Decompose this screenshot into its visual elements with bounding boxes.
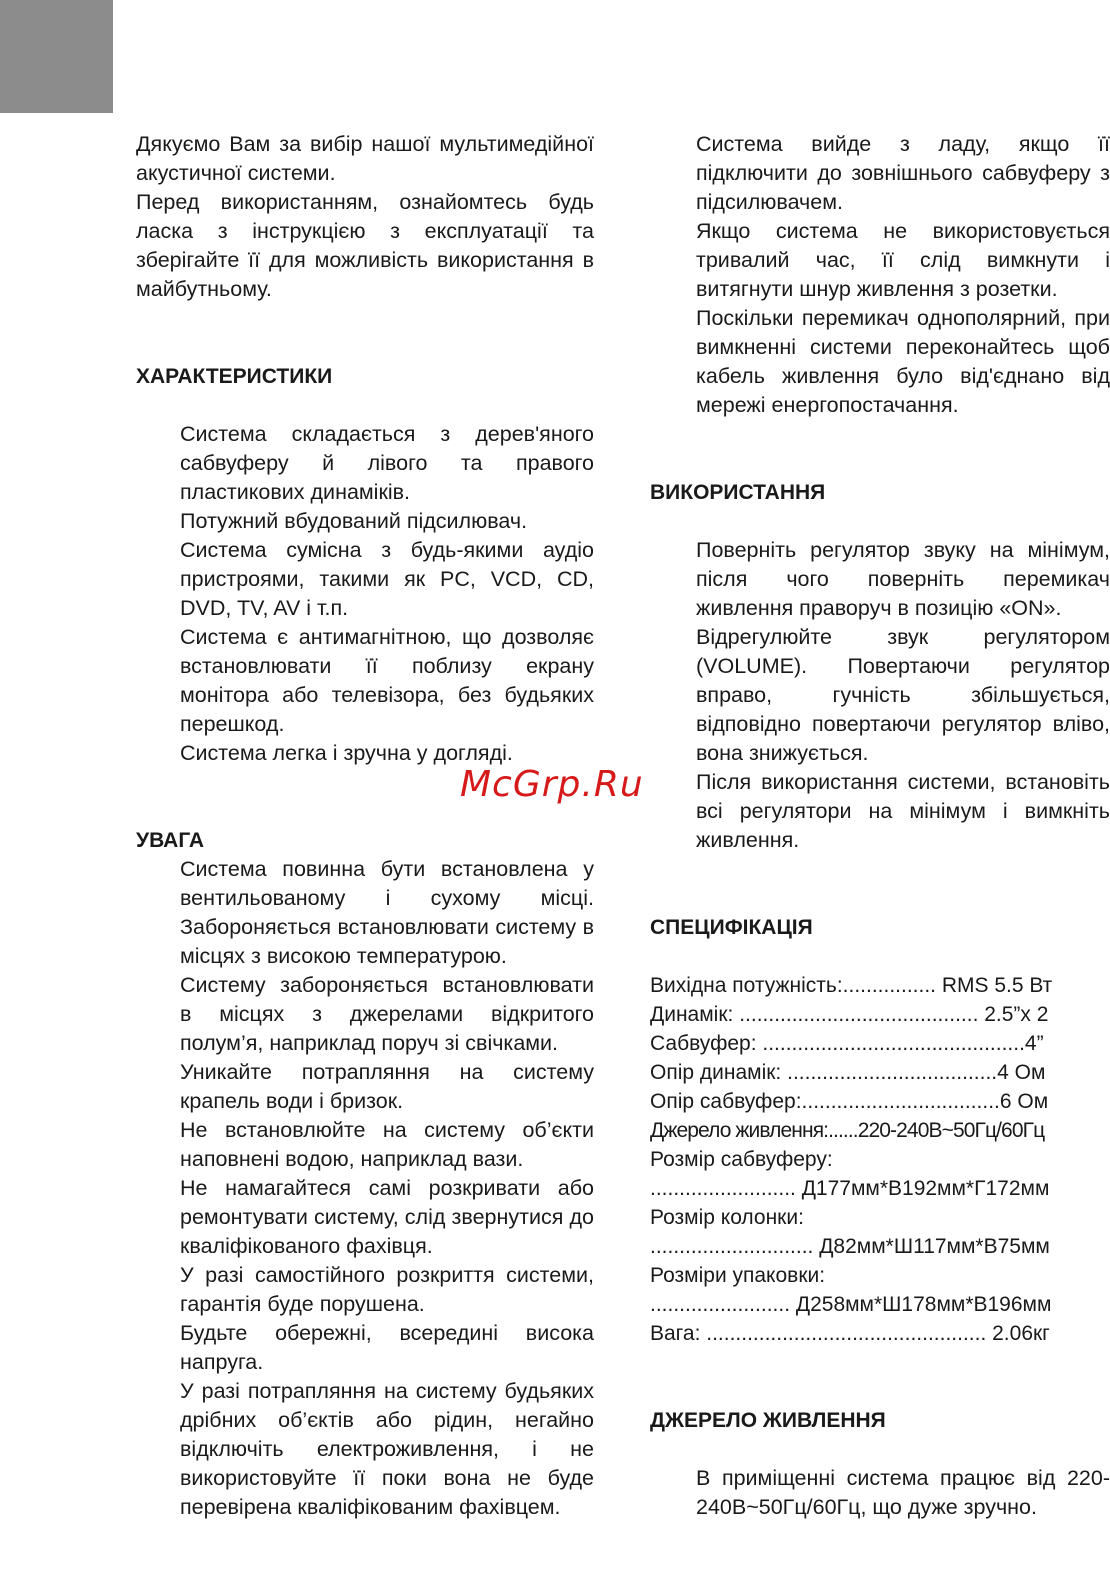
features-item: Система легка і зручна у догляді. <box>180 741 513 765</box>
features-item: Система складається з дерев'яного сабвуферу й лівого та правого пластикових динаміків. <box>180 422 594 504</box>
warning-continued-list <box>650 130 1110 420</box>
warning-item: Система вийде з ладу, якщо її підключити до зовнішнього сабвуферу з підсилювачем. <box>696 132 1110 214</box>
features-item: Система є антимагнітною, що дозволяє встановлювати її поблизу екрану монітора або телевізора, без будьяких перешкод. <box>180 625 594 736</box>
features-heading: ХАРАКТЕРИСТИКИ <box>136 365 333 388</box>
warning-item: У разі самостійного розкриття системи, гарантія буде порушена. <box>180 1263 594 1316</box>
spec-line: ......................... Д177мм*В192мм*Г172мм <box>650 1177 1050 1200</box>
left-column <box>136 130 594 1522</box>
spec-line: ........................ Д258мм*Ш178мм*В196мм <box>650 1293 1052 1316</box>
warning-heading: УВАГА <box>136 829 205 852</box>
warning-item: Систему забороняється встановлювати в місцях з джерелами відкритого полум’я, наприклад поруч зі свічками. <box>180 973 594 1055</box>
features-item: Система сумісна з будь-якими аудіо пристроями, такими як PC, VCD, CD, DVD, TV, AV і т.п. <box>180 538 594 620</box>
watermark: McGrp.Ru <box>460 764 644 805</box>
usage-item: Відрегулюйте звук регулятором (VOLUME). Повертаючи регулятор вправо, гучність збільшується, відповідно повертаючи регулятор вліво, вона знижується. <box>696 625 1110 765</box>
warning-item: Будьте обережні, всередині висока напруга. <box>180 1321 594 1374</box>
warning-item: Уникайте потрапляння на систему крапель води і бризок. <box>180 1060 594 1113</box>
spec-line: Розмір сабвуферу: <box>650 1148 833 1171</box>
warning-item: Не встановлюйте на систему об’єкти наповнені водою, наприклад вази. <box>180 1118 594 1171</box>
warning-item: Не намагайтеся самі розкривати або ремонтувати систему, слід звернутися до кваліфікованого фахівця. <box>180 1176 594 1258</box>
intro-paragraph-2: Перед використанням, ознайомтесь будь ласка з інструкцією з експлуатації та зберігайте її для можливість використання в майбутньому. <box>136 190 594 301</box>
spec-line: Опір сабвуфер:..................................6 Ом <box>650 1090 1049 1113</box>
features-item: Потужний вбудований підсилювач. <box>180 509 528 533</box>
features-list <box>136 420 594 768</box>
power-heading: ДЖЕРЕЛО ЖИВЛЕННЯ <box>650 1409 886 1432</box>
spec-line: ............................ Д82мм*Ш117мм*В75мм <box>650 1235 1050 1258</box>
warning-item: Поскільки перемикач однополярний, при вимкненні системи переконайтесь щоб кабель живлення було від'єднано від мережі енергопостачання. <box>696 306 1110 417</box>
spec-line: Вихідна потужність:................ RMS 5.5 Вт <box>650 974 1053 997</box>
warning-item: Система повинна бути встановлена у вентильованому і сухому місці. Забороняється встановлювати систему в місцях з високою температурою. <box>180 857 594 968</box>
usage-item: Поверніть регулятор звуку на мінімум, після чого поверніть перемикач живлення праворуч в позицію «ON». <box>696 538 1110 620</box>
spec-list <box>650 971 1110 1348</box>
spec-heading: СПЕЦИФІКАЦІЯ <box>650 916 813 939</box>
power-list <box>650 1464 1110 1522</box>
usage-heading: ВИКОРИСТАННЯ <box>650 481 826 504</box>
usage-list <box>650 536 1110 855</box>
usage-item: Після використання системи, встановіть всі регулятори на мінімум і вимкніть живлення. <box>696 770 1110 852</box>
spec-line: Розміри упаковки: <box>650 1264 826 1287</box>
right-column <box>650 130 1110 1522</box>
warning-item: У разі потрапляння на систему будьяких дрібних об’єктів або рідин, негайно відключіть електроживлення, і не використовуйте її поки вона не буде перевірена кваліфікованим фахівцем. <box>180 1379 594 1519</box>
spec-line: Динамік: ......................................... 2.5”х 2 <box>650 1003 1049 1026</box>
power-item: В приміщенні система працює від 220-240В~50Гц/60Гц, що дуже зручно. <box>696 1466 1110 1519</box>
spec-line: Джерело живлення:......220-240В~50Гц/60Гц <box>650 1119 1045 1142</box>
spec-line: Вага: ................................................ 2.06кг <box>650 1322 1050 1345</box>
corner-tab <box>0 0 113 113</box>
intro-paragraph-1: Дякуємо Вам за вибір нашої мультимедійної акустичної системи. <box>136 132 594 185</box>
spec-line: Опір динамік: ....................................4 Ом <box>650 1061 1046 1084</box>
spec-line: Сабвуфер: .............................................4” <box>650 1032 1044 1055</box>
warning-list <box>136 855 594 1522</box>
warning-item: Якщо система не використовується тривалий час, її слід вимкнути і витягнути шнур живлення з розетки. <box>696 219 1110 301</box>
spec-line: Розмір колонки: <box>650 1206 804 1229</box>
